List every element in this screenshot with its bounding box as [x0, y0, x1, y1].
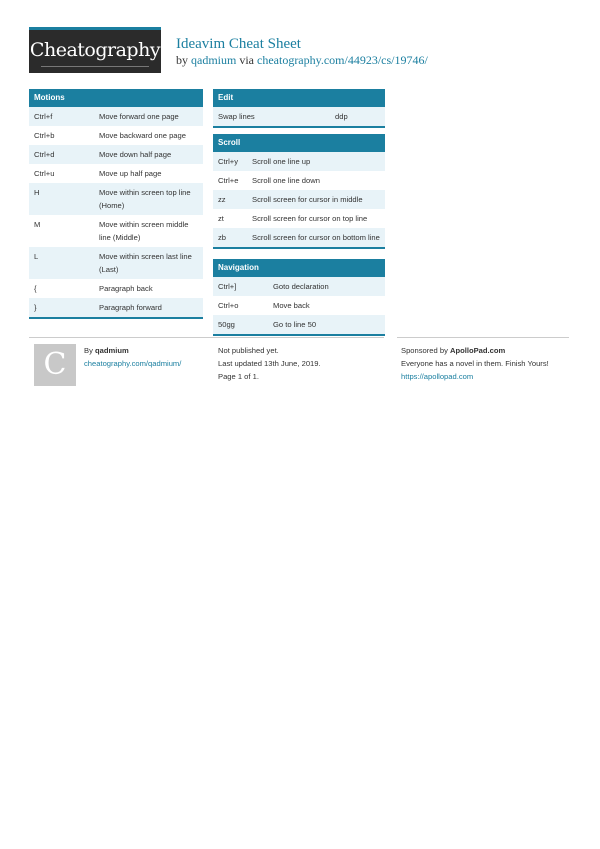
sponsor-link[interactable]: https://apollopad.com — [401, 372, 474, 381]
table-row — [213, 315, 385, 334]
shortcut-description: Move within screen last line (Last) — [99, 252, 192, 274]
footer-sponsor — [401, 344, 569, 383]
sponsor-line — [401, 344, 569, 357]
shortcut-description: Scroll one line down — [252, 176, 320, 185]
sponsor-text: Everyone has a novel in them. Finish Yours! — [401, 359, 549, 368]
motions-rows — [29, 107, 203, 317]
table-row — [213, 152, 385, 171]
shortcut-key: 50gg — [218, 320, 235, 329]
by-label: by — [176, 53, 188, 67]
table-row — [29, 126, 203, 145]
footer-author-name: qadmium — [95, 346, 129, 355]
shortcut-key: zb — [218, 233, 227, 242]
navigation-rows — [213, 277, 385, 334]
shortcut-description: Scroll screen for cursor on top line — [252, 214, 368, 223]
shortcut-key: Ctrl+f — [34, 112, 53, 121]
table-row — [213, 107, 385, 126]
scroll-rows — [213, 152, 385, 247]
avatar-letter: C — [43, 347, 67, 382]
page-title: Ideavim Cheat Sheet — [176, 36, 301, 52]
byline — [176, 53, 428, 68]
table-row — [29, 215, 203, 247]
shortcut-key: } — [34, 303, 37, 312]
shortcut-key: M — [34, 220, 41, 229]
shortcut-description: Paragraph forward — [99, 303, 162, 312]
footer-by-label: By — [84, 346, 93, 355]
motions-box — [29, 89, 203, 319]
page-number: Page 1 of 1. — [218, 372, 259, 381]
footer-author-link[interactable]: cheatography.com/qadmium/ — [84, 359, 182, 368]
footer-author — [84, 344, 209, 370]
via-label: via — [239, 53, 254, 67]
table-row — [29, 183, 203, 215]
shortcut-key: Ctrl+e — [218, 176, 239, 185]
shortcut-key: { — [34, 284, 37, 293]
edit-rows — [213, 107, 385, 126]
shortcut-key: Ctrl+] — [218, 282, 237, 291]
shortcut-description: Go to line 50 — [273, 320, 317, 329]
shortcut-key: L — [34, 252, 39, 261]
shortcut-key: Ctrl+u — [34, 169, 55, 178]
edit-heading: Edit — [213, 89, 385, 107]
shortcut-description: Move backward one page — [99, 131, 186, 140]
logo-text: Cheatography — [29, 39, 161, 61]
sheet-url-link[interactable]: cheatography.com/44923/cs/19746/ — [257, 53, 428, 67]
last-updated: Last updated 13th June, 2019. — [218, 359, 321, 368]
shortcut-description: Paragraph back — [99, 284, 153, 293]
shortcut-key: H — [34, 188, 40, 197]
table-row — [213, 296, 385, 315]
shortcut-description: Goto declaration — [273, 282, 329, 291]
shortcut-key: zt — [218, 214, 224, 223]
shortcut-key: Ctrl+o — [218, 301, 239, 310]
footer-publish-info — [218, 344, 388, 383]
shortcut-description: Move forward one page — [99, 112, 179, 121]
author-link[interactable]: qadmium — [191, 53, 237, 67]
scroll-box — [213, 134, 385, 249]
motions-heading: Motions — [29, 89, 203, 107]
navigation-box — [213, 259, 385, 336]
shortcut-description: Scroll one line up — [252, 157, 311, 166]
author-avatar[interactable] — [34, 344, 76, 386]
navigation-heading: Navigation — [213, 259, 385, 277]
scroll-heading: Scroll — [213, 134, 385, 152]
table-row — [213, 171, 385, 190]
cheatography-logo[interactable] — [29, 27, 161, 73]
table-row — [29, 145, 203, 164]
logo-underline — [41, 66, 149, 67]
footer-divider-right — [397, 337, 569, 338]
shortcut-description: Move back — [273, 301, 310, 310]
shortcut-description: Scroll screen for cursor on bottom line — [252, 233, 380, 242]
shortcut-key: Swap lines — [218, 112, 255, 121]
published-status: Not published yet. — [218, 346, 279, 355]
shortcut-key: zz — [218, 195, 226, 204]
shortcut-description: Move down half page — [99, 150, 172, 159]
sponsor-name: ApolloPad.com — [450, 346, 506, 355]
edit-box — [213, 89, 385, 128]
footer-divider-left — [29, 337, 384, 338]
shortcut-description: Move within screen top line (Home) — [99, 188, 191, 210]
shortcut-key: Ctrl+d — [34, 150, 55, 159]
table-row — [213, 277, 385, 296]
sponsor-label: Sponsored by — [401, 346, 448, 355]
table-row — [213, 228, 385, 247]
shortcut-description: Move up half page — [99, 169, 162, 178]
shortcut-description: Move within screen middle line (Middle) — [99, 220, 189, 242]
shortcut-description: Scroll screen for cursor in middle — [252, 195, 363, 204]
shortcut-description: ddp — [335, 112, 348, 121]
table-row — [29, 247, 203, 279]
shortcut-key: Ctrl+b — [34, 131, 55, 140]
shortcut-key: Ctrl+y — [218, 157, 239, 166]
table-row — [29, 298, 203, 317]
table-row — [29, 107, 203, 126]
table-row — [29, 279, 203, 298]
table-row — [213, 209, 385, 228]
author-line — [84, 344, 209, 357]
table-row — [29, 164, 203, 183]
table-row — [213, 190, 385, 209]
